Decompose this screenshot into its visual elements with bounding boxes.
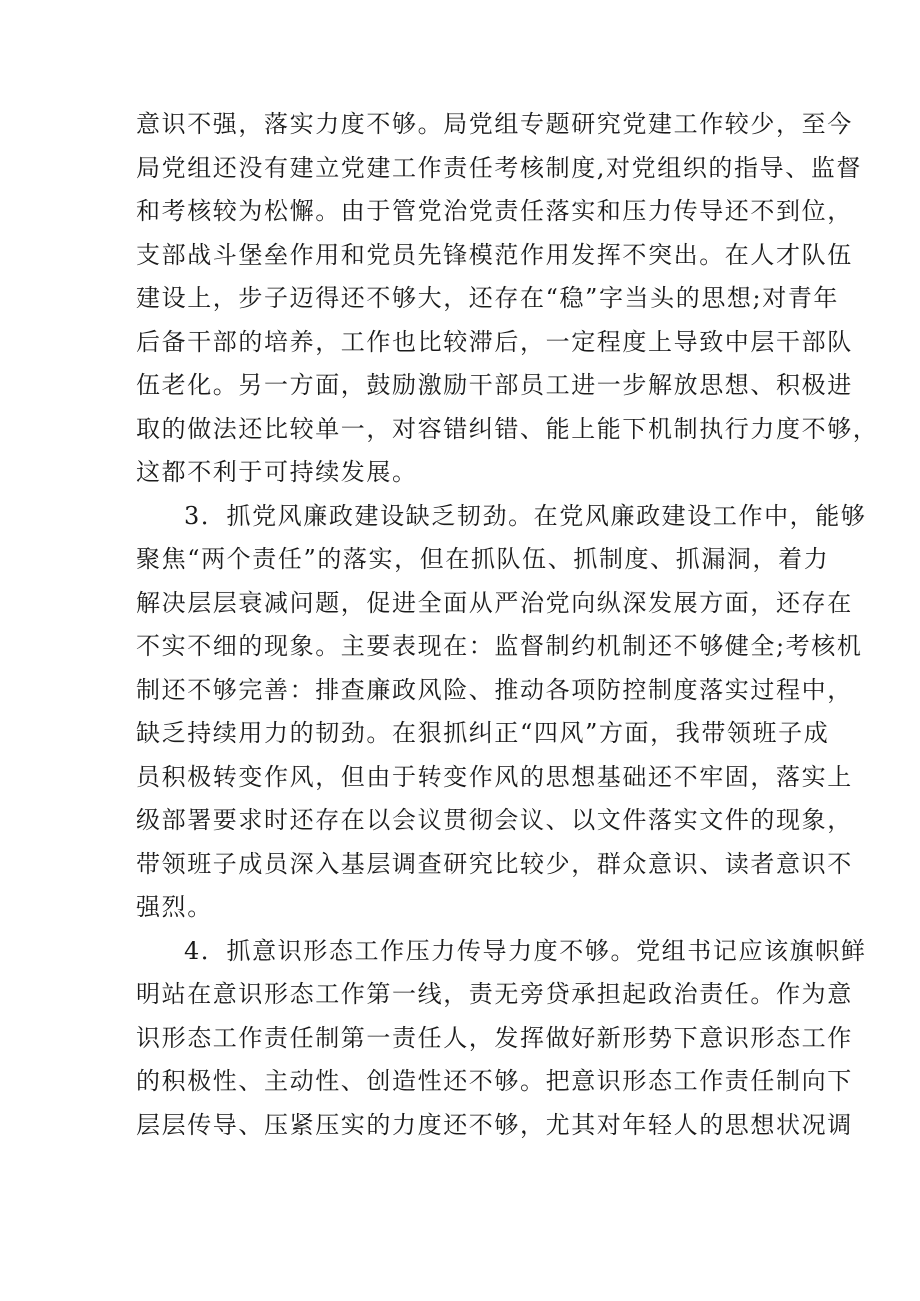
text-line: 缺乏持续用力的韧劲。在狠抓纠正“四风”方面，我带领班子成 bbox=[136, 719, 830, 747]
text-line: 解决层层衰减问题，促进全面从严治党向纵深发展方面，还存在 bbox=[136, 588, 853, 617]
paragraph-1 bbox=[136, 103, 879, 495]
text-line: 局党组还没有建立党建工作责任考核制度,对党组织的指导、监督 bbox=[136, 153, 863, 182]
text-line: 聚焦“两个责任”的落实，但在抓队伍、抓制度、抓漏洞，着力 bbox=[136, 545, 830, 573]
text-line: 后备干部的培养，工作也比较滞后，一定程度上导致中层干部队 bbox=[136, 327, 853, 356]
text-line: 不实不细的现象。主要表现在：监督制约机制还不够健全;考核机 bbox=[136, 632, 863, 660]
text-line: 级部署要求时还存在以会议贯彻会议、以文件落实文件的现象， bbox=[136, 806, 853, 834]
text-line: 带领班子成员深入基层调查研究比较少，群众意识、读者意识不 bbox=[136, 849, 853, 878]
document-body bbox=[136, 103, 879, 1147]
text-line: 制还不够完善：排查廉政风险、推动各项防控制度落实过程中， bbox=[136, 675, 853, 704]
text-line: 支部战斗堡垒作用和党员先锋模范作用发挥不突出。在人才队伍 bbox=[136, 240, 853, 269]
text-line: 的积极性、主动性、创造性还不够。把意识形态工作责任制向下 bbox=[136, 1067, 853, 1095]
text-line: 意识不强，落实力度不够。局党组专题研究党建工作较少，至今 bbox=[136, 110, 853, 138]
text-line: 这都不利于可持续发展。 bbox=[136, 458, 418, 486]
paragraph-2 bbox=[136, 495, 867, 930]
text-line: 3．抓党风廉政建设缺乏韧劲。在党风廉政建设工作中，能够 bbox=[184, 501, 867, 530]
text-line: 明站在意识形态工作第一线，责无旁贷承担起政治责任。作为意 bbox=[136, 980, 853, 1008]
text-line: 识形态工作责任制第一责任人，发挥做好新形势下意识形态工作 bbox=[136, 1023, 853, 1052]
text-line: 建设上，步子迈得还不够大，还存在“稳”字当头的思想;对青年 bbox=[136, 284, 840, 312]
text-line: 和考核较为松懈。由于管党治党责任落实和压力传导还不到位， bbox=[136, 197, 853, 225]
text-line: 取的做法还比较单一，对容错纠错、能上能下机制执行力度不够， bbox=[136, 414, 879, 443]
text-line: 强烈。 bbox=[136, 893, 213, 921]
text-line: 伍老化。另一方面，鼓励激励干部员工进一步解放思想、积极进 bbox=[136, 371, 853, 399]
text-line: 层层传导、压紧压实的力度还不够，尤其对年轻人的思想状况调 bbox=[136, 1110, 853, 1139]
text-line: 4．抓意识形态工作压力传导力度不够。党组书记应该旗帜鲜 bbox=[184, 936, 867, 965]
paragraph-3 bbox=[136, 930, 867, 1148]
text-line: 员积极转变作风，但由于转变作风的思想基础还不牢固，落实上 bbox=[136, 762, 853, 791]
